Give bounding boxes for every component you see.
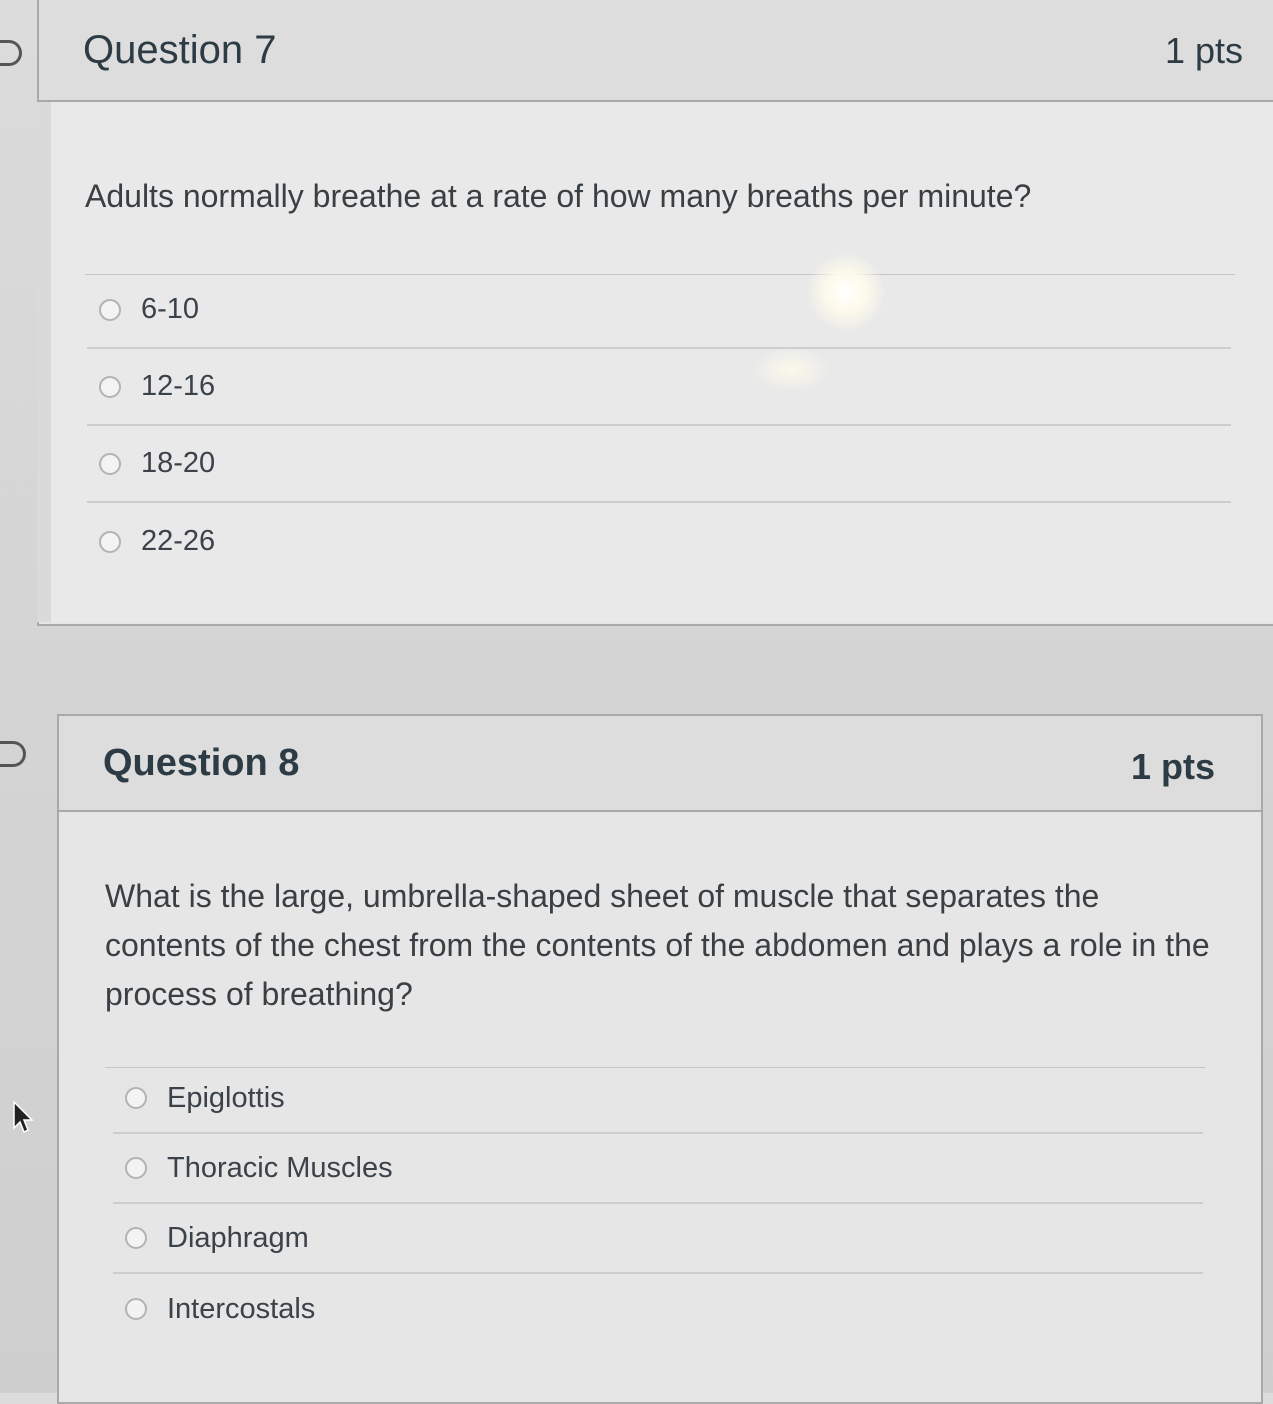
answer-option[interactable] xyxy=(87,426,1231,503)
radio-button-icon[interactable] xyxy=(99,453,121,475)
question-text: What is the large, umbrella-shaped sheet of muscle that separates the contents of the chest from the contents of the abdomen and plays a role in the process of breathing? xyxy=(105,878,1210,1012)
question-points: 1 pts xyxy=(1130,746,1215,787)
answer-label[interactable]: 6-10 xyxy=(141,293,200,325)
answer-label[interactable]: Thoracic Muscles xyxy=(167,1151,393,1184)
question-7-card xyxy=(37,0,1273,626)
answer-option[interactable] xyxy=(113,1134,1203,1204)
answer-option[interactable] xyxy=(87,349,1231,426)
question-body xyxy=(37,102,1273,622)
question-text: Adults normally breathe at a rate of how many breaths per minute? xyxy=(85,178,1032,214)
answer-list xyxy=(87,272,1231,580)
radio-button-icon[interactable] xyxy=(125,1298,147,1320)
answer-label[interactable]: 18-20 xyxy=(141,447,216,479)
answer-option[interactable] xyxy=(87,272,1231,349)
flag-question-icon[interactable] xyxy=(0,40,22,66)
radio-button-icon[interactable] xyxy=(125,1227,147,1249)
answer-label[interactable]: Diaphragm xyxy=(167,1221,309,1254)
answer-label[interactable]: Epiglottis xyxy=(167,1081,285,1114)
flag-question-icon[interactable] xyxy=(0,741,26,767)
question-header xyxy=(39,0,1273,102)
radio-button-icon[interactable] xyxy=(125,1157,147,1179)
question-points: 1 pts xyxy=(1164,30,1243,71)
radio-button-icon[interactable] xyxy=(99,531,121,553)
answer-option[interactable] xyxy=(113,1064,1203,1134)
radio-button-icon[interactable] xyxy=(99,299,121,321)
answer-label[interactable]: Intercostals xyxy=(167,1292,316,1325)
answer-option[interactable] xyxy=(113,1204,1203,1274)
answer-label[interactable]: 22-26 xyxy=(141,525,216,557)
answer-label[interactable]: 12-16 xyxy=(141,370,216,402)
question-header xyxy=(59,716,1261,812)
radio-button-icon[interactable] xyxy=(99,376,121,398)
mouse-pointer-icon xyxy=(10,1100,36,1136)
answer-list xyxy=(113,1064,1203,1344)
question-title: Question 7 xyxy=(83,28,277,72)
answer-option[interactable] xyxy=(113,1274,1203,1344)
radio-button-icon[interactable] xyxy=(125,1087,147,1109)
question-title: Question 8 xyxy=(103,742,300,784)
question-8-card xyxy=(57,714,1263,1404)
answer-option[interactable] xyxy=(87,503,1231,580)
